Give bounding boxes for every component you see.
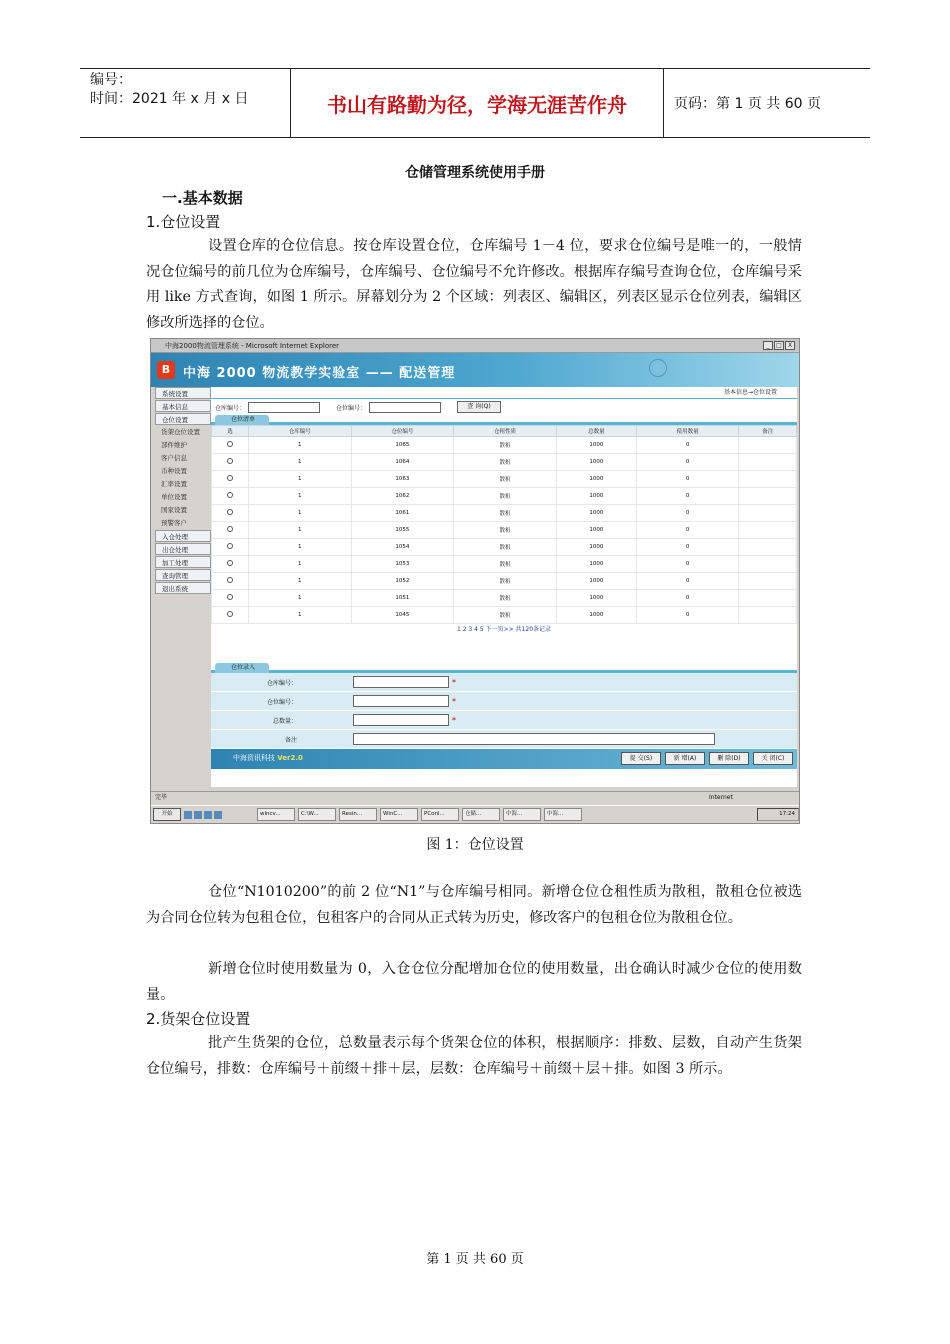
- taskbar-button[interactable]: PConl...: [421, 808, 459, 821]
- form-input[interactable]: [353, 733, 715, 745]
- nav-item[interactable]: 货架仓位设置: [161, 428, 200, 436]
- form-label: 备注: [284, 736, 297, 744]
- table-cell: 1055: [351, 522, 454, 539]
- radio-icon[interactable]: [227, 560, 233, 566]
- slot-query-input[interactable]: [369, 402, 441, 413]
- nav-item[interactable]: 汇率设置: [161, 480, 187, 488]
- table-cell: 散租: [454, 607, 557, 624]
- browser-titlebar: [151, 339, 799, 353]
- nav-item[interactable]: 预警客户: [161, 519, 187, 527]
- required-mark: *: [452, 677, 456, 687]
- radio-icon[interactable]: [227, 509, 233, 515]
- nav-item[interactable]: 系统设置: [155, 387, 211, 399]
- action-buttons: [621, 752, 793, 765]
- table-cell: 1: [248, 607, 351, 624]
- pager[interactable]: 1 2 3 4 5 下一页>> 共120条记录: [456, 626, 552, 633]
- table-cell: 散租: [454, 522, 557, 539]
- table-cell: 1: [248, 471, 351, 488]
- table-cell: 0: [636, 607, 739, 624]
- quick-launch-icon[interactable]: [214, 811, 222, 819]
- paragraph-1: 设置仓库的仓位信息。按仓库设置仓位，仓库编号 1－4 位，要求仓位编号是唯一的，一般情况仓位编号的前几位为仓库编号，仓库编号、仓位编号不允许修改。根据库存编号查询仓位，仓库编号采用 like 方式查询，如图 1 所示。屏幕划分为 2 个区域：列表区、编辑区，列表区显示仓位列表，编辑区修改所选择的仓位。: [146, 238, 802, 331]
- table-cell: 1: [248, 556, 351, 573]
- table-cell: 1000: [556, 471, 636, 488]
- table-cell: [739, 573, 797, 590]
- submit-button[interactable]: 提 交(S): [621, 752, 661, 765]
- row-select-radio[interactable]: [212, 471, 249, 488]
- header-motto: 书山有路勤为径，学海无涯苦作舟: [291, 69, 664, 137]
- add-button[interactable]: 新 增(A): [665, 752, 705, 765]
- table-cell: 0: [636, 505, 739, 522]
- table-cell: 1045: [351, 607, 454, 624]
- window-controls: [763, 341, 795, 350]
- table-cell: 1000: [556, 488, 636, 505]
- table-cell: 0: [636, 437, 739, 454]
- table-cell: 1: [248, 522, 351, 539]
- table-cell: 1: [248, 454, 351, 471]
- radio-icon[interactable]: [227, 543, 233, 549]
- table-cell: [739, 556, 797, 573]
- tab-slot-list[interactable]: 仓位清单: [215, 415, 269, 425]
- nav-item[interactable]: 客户信息: [161, 454, 187, 462]
- edit-form: [211, 663, 797, 749]
- taskbar-button[interactable]: Resin...: [339, 808, 377, 821]
- radio-icon[interactable]: [227, 441, 233, 447]
- table-cell: 散租: [454, 590, 557, 607]
- column-header: 选: [212, 426, 249, 437]
- column-header: 总数量: [556, 426, 636, 437]
- table-cell: 1054: [351, 539, 454, 556]
- table-row[interactable]: [212, 437, 797, 454]
- taskbar-button[interactable]: 中海...: [503, 808, 541, 821]
- table-cell: [739, 437, 797, 454]
- paragraph-2: 仓位“N1010200”的前 2 位“N1”与仓库编号相同。新增仓位仓租性质为散租，散租仓位被选为合同仓位转为包租仓位，包租客户的合同从正式转为历史，修改客户的包租仓位为散租仓位。: [146, 884, 802, 926]
- taskbar-button[interactable]: C:\W...: [298, 808, 336, 821]
- table-cell: 1000: [556, 505, 636, 522]
- table-cell: 散租: [454, 505, 557, 522]
- number-label: 编号：: [90, 72, 132, 88]
- table-cell: 散租: [454, 454, 557, 471]
- nav-item[interactable]: 部件维护: [161, 441, 187, 449]
- close-form-button[interactable]: 关 闭(C): [753, 752, 793, 765]
- form-label: 仓位编号：: [266, 698, 297, 706]
- left-nav: [155, 387, 211, 787]
- banner-title: 中海 2000 物流教学实验室 —— 配送管理: [183, 366, 456, 381]
- globe-icon: [649, 359, 667, 377]
- form-tab-bar: [211, 663, 797, 673]
- taskbar-button[interactable]: WinC...: [380, 808, 418, 821]
- nav-item[interactable]: 仓位设置: [155, 413, 211, 425]
- table-cell: 1000: [556, 556, 636, 573]
- table-row[interactable]: [212, 505, 797, 522]
- form-input[interactable]: [353, 695, 449, 707]
- slot-query-label: 仓位编号：: [336, 404, 367, 412]
- form-row: [211, 730, 797, 749]
- zone-label: Internet: [709, 794, 733, 801]
- query-button[interactable]: 查 询(Q): [457, 401, 501, 413]
- table-header: [212, 426, 797, 437]
- table-cell: 0: [636, 573, 739, 590]
- row-select-radio[interactable]: [212, 590, 249, 607]
- quick-launch-icon[interactable]: [194, 811, 202, 819]
- doc-title: 仓储管理系统使用手册: [405, 165, 545, 181]
- table-cell: 散租: [454, 573, 557, 590]
- table-cell: 0: [636, 522, 739, 539]
- radio-icon[interactable]: [227, 526, 233, 532]
- app-screenshot: [150, 338, 800, 824]
- nav-item[interactable]: 基本信息: [155, 400, 211, 412]
- taskbar-clock: 17:24: [757, 808, 799, 821]
- header-meta: [80, 69, 291, 137]
- slot-table: [211, 425, 797, 624]
- form-label: 总数量：: [272, 717, 297, 725]
- table-cell: 0: [636, 590, 739, 607]
- windows-taskbar: [151, 805, 799, 823]
- row-select-radio[interactable]: [212, 607, 249, 624]
- header-page-info: 页码：第 1 页 共 60 页: [674, 96, 821, 112]
- table-cell: [739, 539, 797, 556]
- nav-item[interactable]: 退出系统: [155, 582, 211, 594]
- table-row[interactable]: [212, 539, 797, 556]
- nav-item[interactable]: 出仓处理: [155, 543, 211, 555]
- radio-icon[interactable]: [227, 458, 233, 464]
- table-cell: 0: [636, 539, 739, 556]
- table-cell: 1000: [556, 454, 636, 471]
- close-button[interactable]: X: [785, 341, 795, 350]
- radio-icon[interactable]: [227, 492, 233, 498]
- nav-item[interactable]: 加工处理: [155, 556, 211, 568]
- table-cell: 散租: [454, 556, 557, 573]
- quick-launch-icon[interactable]: [204, 811, 212, 819]
- radio-icon[interactable]: [227, 475, 233, 481]
- table-cell: [739, 488, 797, 505]
- form-row: [211, 692, 797, 711]
- table-cell: 散租: [454, 437, 557, 454]
- table-row[interactable]: [212, 556, 797, 573]
- section-heading: 一.基本数据: [162, 189, 243, 207]
- breadcrumb: 基本信息→仓位设置: [211, 387, 797, 399]
- page-footer: 第 1 页 共 60 页: [426, 1252, 524, 1267]
- table-row[interactable]: [212, 607, 797, 624]
- warehouse-query-input[interactable]: [248, 402, 320, 413]
- window-title: 中海2000物流管理系统 - Microsoft Internet Explorer: [165, 342, 340, 350]
- table-cell: 0: [636, 454, 739, 471]
- table-cell: 散租: [454, 488, 557, 505]
- version-label: Ver2.0: [277, 754, 303, 762]
- taskbar-button[interactable]: 仓储...: [462, 808, 500, 821]
- row-select-radio[interactable]: [212, 556, 249, 573]
- form-rows: [211, 673, 797, 749]
- table-cell: 1061: [351, 505, 454, 522]
- taskbar-button[interactable]: wincv...: [257, 808, 295, 821]
- form-label: 仓库编号：: [266, 679, 297, 687]
- table-cell: [739, 505, 797, 522]
- table-cell: [739, 454, 797, 471]
- table-cell: [739, 471, 797, 488]
- row-select-radio[interactable]: [212, 437, 249, 454]
- tab-slot-entry[interactable]: 仓位录入: [215, 663, 269, 673]
- radio-icon[interactable]: [227, 611, 233, 617]
- paragraph-4: 批产生货架的仓位，总数量表示每个货架仓位的体积，根据顺序：排数、层数，自动产生货架仓位编号，排数：仓库编号＋前缀＋排＋层，层数：仓库编号＋前缀＋层＋排。如图 3 所示。: [146, 1035, 802, 1077]
- form-row: [211, 673, 797, 692]
- figure-caption: 图 1：仓位设置: [426, 837, 524, 853]
- subsection-heading-2: 2.货架仓位设置: [146, 1010, 251, 1028]
- query-bar: [211, 399, 797, 415]
- row-select-radio[interactable]: [212, 522, 249, 539]
- taskbar-button[interactable]: 中海...: [544, 808, 582, 821]
- app-banner: [151, 353, 799, 387]
- table-cell: 1000: [556, 437, 636, 454]
- subsection-heading-1: 1.仓位设置: [146, 213, 221, 231]
- table-cell: 1000: [556, 539, 636, 556]
- table-row[interactable]: [212, 573, 797, 590]
- table-cell: 1000: [556, 573, 636, 590]
- radio-icon[interactable]: [227, 594, 233, 600]
- table-row[interactable]: [212, 590, 797, 607]
- table-row[interactable]: [212, 471, 797, 488]
- status-text: 完毕: [155, 794, 168, 801]
- time-label: 时间：2021 年 x 月 x 日: [90, 91, 249, 107]
- table-cell: 1052: [351, 573, 454, 590]
- nav-item[interactable]: 入仓处理: [155, 530, 211, 542]
- table-cell: 1: [248, 488, 351, 505]
- nav-item[interactable]: 单位设置: [161, 493, 187, 501]
- column-header: 仓库编号: [248, 426, 351, 437]
- table-cell: 1: [248, 573, 351, 590]
- table-cell: 散租: [454, 471, 557, 488]
- maximize-button[interactable]: □: [774, 341, 784, 350]
- nav-item[interactable]: 币种设置: [161, 467, 187, 475]
- row-select-radio[interactable]: [212, 573, 249, 590]
- document-header: [80, 68, 870, 138]
- table-cell: [739, 607, 797, 624]
- minimize-button[interactable]: _: [763, 341, 773, 350]
- required-mark: *: [452, 715, 456, 725]
- corp-name: 中海资讯科技: [233, 754, 275, 762]
- table-cell: 1064: [351, 454, 454, 471]
- corp-label: [233, 753, 303, 763]
- column-header: 使用数量: [636, 426, 739, 437]
- delete-button[interactable]: 删 除(D): [709, 752, 749, 765]
- row-select-radio[interactable]: [212, 505, 249, 522]
- table-row[interactable]: [212, 522, 797, 539]
- browser-statusbar: [151, 791, 799, 803]
- table-row[interactable]: [212, 454, 797, 471]
- app-logo: B: [157, 361, 175, 379]
- table-cell: 1062: [351, 488, 454, 505]
- main-content: [211, 387, 797, 787]
- table-cell: [739, 590, 797, 607]
- row-select-radio[interactable]: [212, 454, 249, 471]
- column-header: 备注: [739, 426, 797, 437]
- table-cell: 0: [636, 488, 739, 505]
- bottom-bar: [211, 749, 797, 769]
- table-cell: 1065: [351, 437, 454, 454]
- row-select-radio[interactable]: [212, 539, 249, 556]
- table-cell: [739, 522, 797, 539]
- column-header: 仓位编号: [351, 426, 454, 437]
- nav-item[interactable]: 国家设置: [161, 506, 187, 514]
- table-cell: 1063: [351, 471, 454, 488]
- start-button[interactable]: 开始: [153, 808, 181, 821]
- table-cell: 1053: [351, 556, 454, 573]
- list-tab-bar: [211, 415, 797, 425]
- table-cell: 1: [248, 590, 351, 607]
- table-body: [212, 437, 797, 624]
- quick-launch-icon[interactable]: [184, 811, 192, 819]
- table-row[interactable]: [212, 488, 797, 505]
- table-cell: 1051: [351, 590, 454, 607]
- form-row: [211, 711, 797, 730]
- table-cell: 1000: [556, 590, 636, 607]
- warehouse-query-label: 仓库编号：: [215, 404, 246, 412]
- quick-launch: [184, 808, 254, 821]
- table-cell: 1000: [556, 522, 636, 539]
- table-cell: 1000: [556, 607, 636, 624]
- table-cell: 0: [636, 471, 739, 488]
- nav-item[interactable]: 查询管理: [155, 569, 211, 581]
- table-cell: 1: [248, 437, 351, 454]
- table-cell: 散租: [454, 539, 557, 556]
- required-mark: *: [452, 696, 456, 706]
- form-input[interactable]: [353, 714, 449, 726]
- paragraph-3: 新增仓位时使用数量为 0，入仓仓位分配增加仓位的使用数量，出仓确认时减少仓位的使用数量。: [146, 961, 802, 1003]
- table-cell: 1: [248, 505, 351, 522]
- table-cell: 0: [636, 556, 739, 573]
- radio-icon[interactable]: [227, 577, 233, 583]
- form-input[interactable]: [353, 676, 449, 688]
- row-select-radio[interactable]: [212, 488, 249, 505]
- column-header: 仓租性质: [454, 426, 557, 437]
- table-cell: 1: [248, 539, 351, 556]
